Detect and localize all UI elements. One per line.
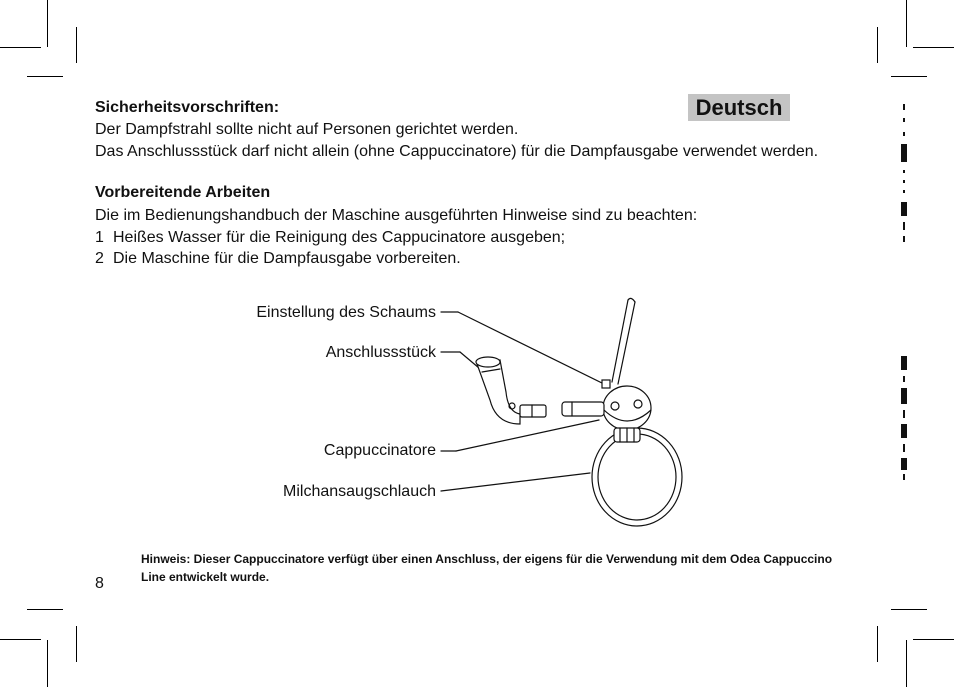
- preparation-heading: Vorbereitende Arbeiten: [95, 184, 271, 201]
- safety-heading: Sicherheitsvorschriften:: [95, 99, 280, 116]
- connector-tip: [520, 405, 546, 417]
- page-number: 8: [95, 575, 104, 592]
- preparation-step-2-text: Die Maschine für die Dampfausgabe vorbereiten.: [113, 250, 461, 267]
- label-cappuccinatore: Cappuccinatore: [323, 442, 436, 459]
- cappuccinatore-knob: [603, 386, 651, 430]
- milk-hose-tube-right: [618, 302, 635, 384]
- language-tab: Deutsch: [688, 94, 790, 121]
- preparation-intro: Die im Bedienungshandbuch der Maschine ausgeführten Hinweise sind zu beachten:: [95, 207, 698, 224]
- label-foam-setting: Einstellung des Schaums: [256, 304, 436, 321]
- safety-line-2: Das Anschlussstück darf nicht allein (ohne Cappuccinatore) für die Dampfausgabe verwendet werden.: [95, 143, 819, 160]
- preparation-step-2-number: 2: [95, 250, 104, 267]
- milk-hose-tube-left: [612, 300, 628, 382]
- label-connector: Anschlussstück: [325, 344, 436, 361]
- leader-line-milk-hose: [441, 473, 590, 491]
- milk-hose-loop-inner: [598, 434, 676, 520]
- safety-line-1: Der Dampfstrahl sollte nicht auf Personen gerichtet werden.: [95, 121, 519, 138]
- milk-hose-loop-outer: [592, 428, 682, 526]
- leader-line-cappuccinatore-diag: [456, 420, 599, 451]
- preparation-step-1-text: Heißes Wasser für die Reinigung des Cappucinatore ausgeben;: [113, 229, 566, 246]
- cappuccinatore-nozzle: [562, 402, 604, 416]
- preparation-step-1-number: 1: [95, 229, 104, 246]
- hinweis-note: Hinweis: Dieser Cappuccinatore verfügt über einen Anschluss, der eigens für die Verwendung mit dem Odea Cappuccino Line entwickelt wurde.: [141, 552, 833, 584]
- label-milk-hose: Milchansaugschlauch: [283, 483, 436, 500]
